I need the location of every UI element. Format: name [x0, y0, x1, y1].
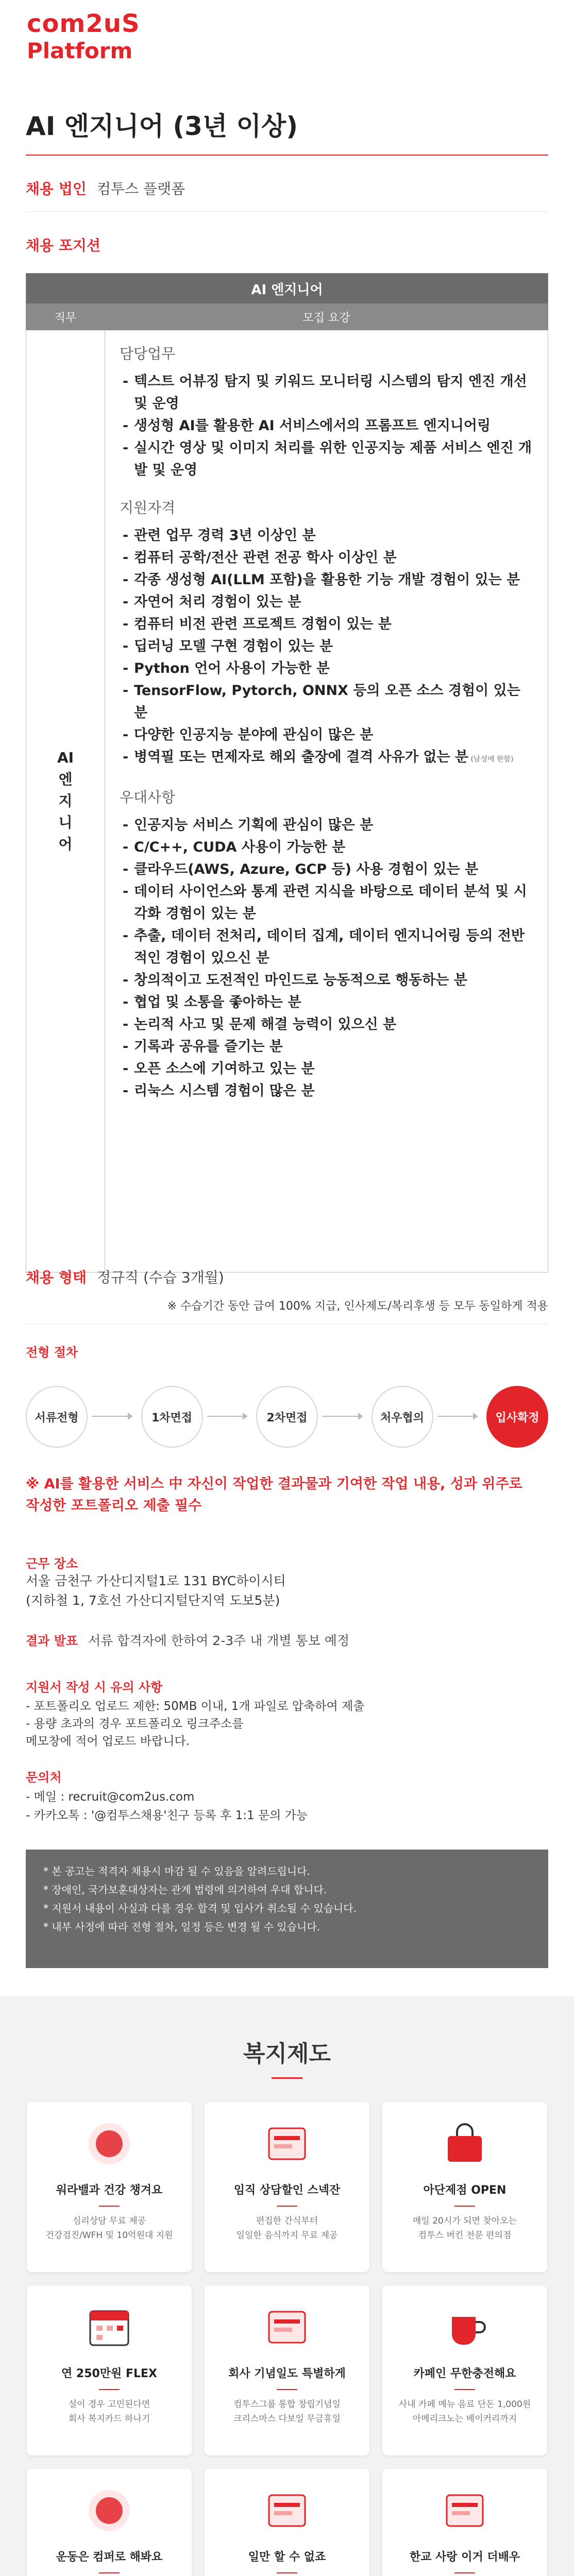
contact-text: - 메일 : recruit@com2us.com - 카카오톡 : '@컴투스채용'친구 등록 후 1:1 문의 가능: [26, 1790, 308, 1822]
requirement-item: - 추출, 데이터 전처리, 데이터 집계, 데이터 엔지니어링 등의 전반적인 경험이 있으신 분: [120, 925, 533, 969]
welfare-card: [205, 2102, 369, 2272]
notice-line: * 장애인, 국가보훈대상자는 관계 법령에 의거하여 우대 합니다.: [43, 1884, 327, 1896]
card-divider: [99, 2206, 120, 2207]
employment-value: 정규직 (수습 3개월): [96, 1269, 224, 1286]
notice-line: * 지원서 내용이 사실과 다를 경우 합격 및 입사가 취소될 수 있습니다.: [43, 1902, 357, 1914]
requirement-item: - 자연어 처리 경험이 있는 분: [120, 591, 533, 613]
card-divider: [454, 2389, 475, 2390]
dumbbell-icon: [81, 2482, 138, 2539]
process-step: 서류전형: [26, 1386, 88, 1448]
caution-title: 지원서 작성 시 유의 사항: [26, 1680, 163, 1694]
requirement-item: - 각종 생성형 AI(LLM 포함)을 활용한 기능 개발 경험이 있는 분: [120, 569, 533, 591]
requirement-item: - 데이터 사이언스와 통계 관련 지식을 바탕으로 데이터 분석 및 시각화 경험이 있는 분: [120, 880, 533, 925]
requirement-item: - 딥러닝 모델 구현 경험이 있는 분: [120, 635, 533, 657]
requirement-item: - 컴퓨터 공학/전산 관련 전공 학사 이상인 분: [120, 547, 533, 569]
store-icon: [259, 2115, 315, 2172]
welfare-card: [27, 2469, 192, 2576]
pref-title: 우대사항: [120, 789, 176, 806]
fruit-bowl-icon: [81, 2115, 138, 2172]
page-title: AI 엔지니어 (3년 이상): [26, 111, 298, 141]
pref-list: [120, 814, 533, 1102]
dice-icon: [259, 2482, 315, 2539]
notice-box: [26, 1850, 548, 1968]
divider: [26, 211, 548, 212]
process-arrow-icon: [437, 1416, 478, 1417]
employment-note: ※ 수습기간 동안 급여 100% 지급, 인사제도/복리후생 등 모두 동일하게 적용: [167, 1300, 548, 1313]
welfare-card-title: 일만 할 수 없죠: [248, 2551, 326, 2564]
welfare-card-desc: 컴투스그룹 통합 창립기념일 크리스마스 다보일 무금휴일: [233, 2399, 341, 2424]
cafe-icon: [436, 2115, 493, 2172]
positions-label: 채용 포지션: [26, 237, 100, 254]
welfare-card: [205, 2285, 369, 2455]
welfare-card-desc: 심리상담 무료 제공 건강검진/WFH 및 10억원대 지원: [45, 2216, 173, 2241]
requirement-item: - 논리적 사고 및 문제 해결 능력이 있으신 분: [120, 1013, 533, 1036]
requirement-item: - 실시간 영상 및 이미지 처리를 위한 인공지능 제품 서비스 엔진 개발 및 운영: [120, 437, 533, 481]
requirement-item: - 오픈 소스에 기여하고 있는 분: [120, 1058, 533, 1080]
job-name-char: 엔: [58, 771, 73, 788]
welfare-card-title: 카페인 무한충전해요: [413, 2367, 516, 2380]
result-value: 서류 합격자에 한하여 2-3주 내 개별 통보 예정: [88, 1633, 350, 1648]
employment-row: [26, 1266, 224, 1287]
welfare-card: [382, 2102, 547, 2272]
contact-title: 문의처: [26, 1770, 62, 1785]
requirement-item: - 텍스트 어뷰징 탐지 및 키워드 모니터링 시스템의 탐지 엔진 개선 및 운영: [120, 370, 533, 415]
gift-icon: [259, 2299, 315, 2355]
welfare-card-title: 연 250만원 FLEX: [61, 2367, 158, 2380]
welfare-card: [382, 2469, 547, 2576]
workplace-text: 서울 금천구 가산디지털1로 131 BYC하이시티 (지하철 1, 7호선 가산디지털단지역 도보5분): [26, 1573, 286, 1608]
welfare-card-desc: 사내 카페 메뉴 음료 단돈 1,000원 아메리크노는 베이커리까지: [398, 2399, 531, 2424]
qual-title: 지원자격: [120, 499, 176, 516]
col-job-header: 직무: [26, 304, 105, 330]
job-name-char: 니: [58, 814, 73, 831]
welfare-card-title: 회사 기념일도 특별하게: [228, 2367, 346, 2380]
requirements-cell: [105, 330, 548, 1273]
positions-table: [26, 273, 548, 1273]
book-icon: [436, 2482, 493, 2539]
job-name-char: 지: [58, 792, 73, 809]
card-divider: [277, 2206, 297, 2207]
welfare-card-title: 한교 사랑 이거 더배우: [409, 2551, 520, 2564]
calendar-icon: [81, 2299, 138, 2355]
requirement-item: - 컴퓨터 비전 관련 프로젝트 경험이 있는 분: [120, 613, 533, 635]
card-divider: [454, 2572, 475, 2573]
notice-line: * 본 공고는 적격자 채용시 마감 될 수 있음을 알려드립니다.: [43, 1865, 310, 1877]
requirement-item: - 협업 및 소통을 좋아하는 분: [120, 991, 533, 1013]
duties-title: 담당업무: [120, 345, 176, 362]
requirement-item: - 클라우드(AWS, Azure, GCP 등) 사용 경험이 있는 분: [120, 858, 533, 880]
process-step: 입사확정: [486, 1386, 548, 1448]
requirement-item: - 생성형 AI를 활용한 AI 서비스에서의 프롬프트 엔지니어링: [120, 415, 533, 437]
workplace-title: 근무 장소: [26, 1556, 78, 1571]
divider: [26, 1324, 548, 1325]
requirement-item: - C/C++, CUDA 사용이 가능한 분: [120, 836, 533, 858]
company-logo: [27, 11, 140, 62]
requirement-item: - Python 언어 사용이 가능한 분: [120, 657, 533, 680]
process-step: 처우협의: [372, 1386, 433, 1448]
result-label: 결과 발표: [26, 1634, 78, 1648]
employment-label: 채용 형태: [26, 1269, 87, 1286]
requirement-item: - 인공지능 서비스 기획에 관심이 많은 분: [120, 814, 533, 836]
welfare-card: [382, 2285, 547, 2455]
welfare-card-title: 임직 상담할인 스넥잔: [233, 2184, 341, 2197]
requirement-item: - 관련 업무 경력 3년 이상인 분: [120, 524, 533, 547]
caution-text: - 포트폴리오 업로드 제한: 50MB 이내, 1개 파일로 압축하여 제출 - 용량 초과의 경우 포트폴리오 링크주소를 메모창에 적어 업로드 바랍니다.: [26, 1700, 365, 1748]
requirement-item: - 기록과 공유를 즐기는 분: [120, 1036, 533, 1058]
coffee-icon: [436, 2299, 493, 2355]
process-step: 1차면접: [141, 1386, 203, 1448]
requirement-item: - TensorFlow, Pytorch, ONNX 등의 오픈 소스 경험이 있는 분: [120, 680, 533, 724]
welfare-card-desc: 편집한 간식부터 일일한 음식까지 무료 제공: [236, 2216, 338, 2241]
welfare-card: [205, 2469, 369, 2576]
logo-subtitle: Platform: [27, 38, 133, 63]
requirement-item: - 창의적이고 도전적인 마인드로 능동적으로 행동하는 분: [120, 969, 533, 991]
welfare-card: [27, 2285, 192, 2455]
requirement-item: - 리눅스 시스템 경험이 많은 분: [120, 1080, 533, 1102]
requirement-item: - 병역필 또는 면제자로 해외 출장에 결격 사유가 없는 분 (남성에 한함): [120, 746, 533, 771]
job-name-char: AI: [57, 749, 74, 766]
table-header: AI 엔지니어: [26, 274, 548, 304]
title-divider: [26, 155, 548, 156]
qual-footnote: (남성에 한함): [468, 755, 514, 764]
process-label: 전형 절차: [26, 1345, 78, 1360]
welfare-card-title: 워라밸과 건강 챙겨요: [56, 2184, 163, 2197]
col-req-header: 모집 요강: [105, 304, 548, 330]
welfare-card-desc: 매일 20시가 되면 찾아오는 컴투스 버킨 전문 편의점: [412, 2216, 517, 2241]
positions-row: [26, 234, 100, 255]
welfare-card-title: 아단제점 OPEN: [423, 2184, 507, 2197]
welfare-card-desc: 설이 경우 고민된다면 회사 복지카드 하나기: [68, 2399, 150, 2424]
process-arrow-icon: [92, 1416, 132, 1417]
duties-list: [120, 370, 533, 481]
card-divider: [99, 2572, 120, 2573]
card-divider: [277, 2572, 297, 2573]
result-row: [26, 1631, 349, 1649]
company-label: 채용 법인: [26, 180, 87, 197]
process-arrow-icon: [322, 1416, 362, 1417]
job-name-char: 어: [58, 836, 73, 853]
card-divider: [277, 2389, 297, 2390]
welfare-card: [27, 2102, 192, 2272]
card-divider: [99, 2389, 120, 2390]
qual-list: [120, 524, 533, 771]
logo-wordmark: com2uS: [27, 9, 140, 38]
company-row: [26, 178, 185, 198]
job-name-cell: [26, 330, 105, 1273]
welfare-heading: 복지제도: [0, 2035, 574, 2079]
process-arrow-icon: [207, 1416, 247, 1417]
process-flow: [26, 1381, 548, 1443]
company-value: 컴투스 플랫폼: [96, 180, 185, 197]
requirement-item: - 다양한 인공지능 분야에 관심이 많은 분: [120, 724, 533, 746]
welfare-card-title: 운동은 컴퍼로 해봐요: [56, 2551, 163, 2564]
notice-line: * 내부 사정에 따라 전형 절차, 일정 등은 변경 될 수 있습니다.: [43, 1921, 320, 1933]
card-divider: [454, 2206, 475, 2207]
job-name: [27, 747, 104, 855]
process-step: 2차면접: [256, 1386, 318, 1448]
portfolio-warning: ※ AI를 활용한 서비스 中 자신이 작업한 결과물과 기여한 작업 내용, 성과 위주로 작성한 포트폴리오 제출 필수: [26, 1476, 522, 1514]
